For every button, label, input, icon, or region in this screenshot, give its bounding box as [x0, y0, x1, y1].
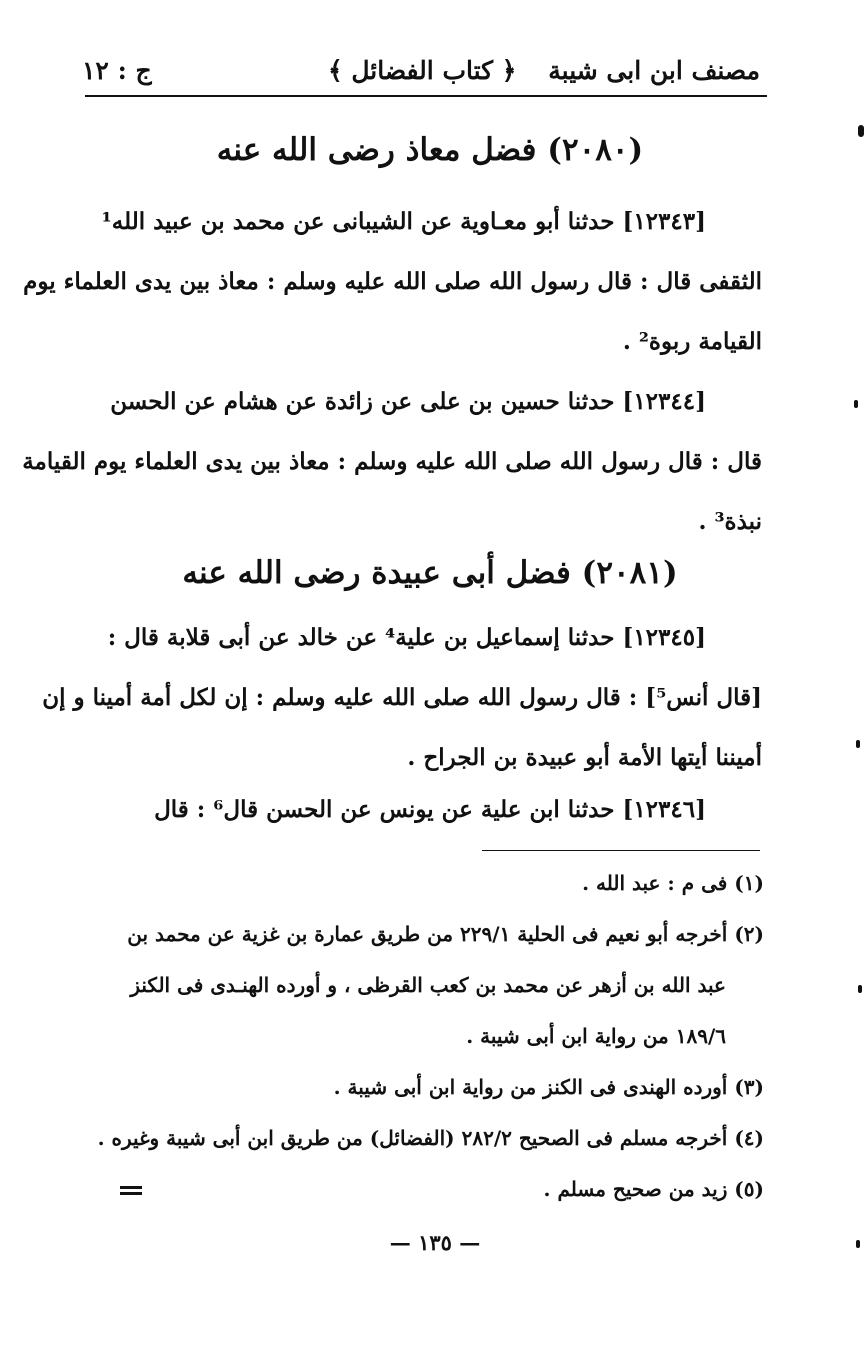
- scan-speck: [856, 1240, 860, 1248]
- section-title: ﴿ كتاب الفضائل ﴾: [328, 56, 517, 85]
- book-title: مصنف ابن ابى شيبة: [548, 56, 760, 85]
- equals-mark: [120, 1186, 142, 1189]
- text-line: [١٢٣٤٥] حدثنا إسماعيل بن علية⁴ عن خالد عن أبى قلابة قال :: [107, 624, 706, 651]
- text-line: [قال أنس⁵] : قال رسول الله صلى الله عليه وسلم : إن لكل أمة أمينا و إن: [42, 684, 762, 711]
- scan-speck: [856, 740, 860, 748]
- scan-speck: [854, 400, 858, 408]
- section-heading-2080: (٢٠٨٠) فضل معاذ رضى الله عنه: [216, 132, 644, 168]
- footnote-5: (٥) زيد من صحيح مسلم .: [543, 1177, 764, 1201]
- footnote-2: (٢) أخرجه أبو نعيم فى الحلية ٢٢٩/١ من طريق عمارة بن غزية عن محمد بن: [127, 922, 764, 946]
- text-line: [١٢٣٤٣] حدثنا أبو معـاوية عن الشيبانى عن محمد بن عبيد الله¹: [101, 208, 706, 235]
- footnotes: [97, 858, 764, 1215]
- footnote-3: (٣) أورده الهندى فى الكنز من رواية ابن أبى شيبة .: [333, 1075, 764, 1099]
- text-line: [١٢٣٤٦] حدثنا ابن علية عن يونس عن الحسن قال⁶ : قال: [154, 796, 706, 823]
- footnote-rule: [482, 850, 760, 851]
- text-line: أميننا أيتها الأمة أبو عبيدة بن الجراح .: [407, 744, 762, 771]
- hadith-12343: [23, 192, 762, 372]
- header-rule: [85, 95, 767, 97]
- text-line: قال : قال رسول الله صلى الله عليه وسلم : معاذ بين يدى العلماء يوم القيامة: [22, 448, 762, 475]
- footnote-2-continued: ١٨٩/٦ من رواية ابن أبى شيبة .: [466, 1024, 726, 1048]
- hadith-12344: [22, 372, 762, 552]
- section-heading-2081: (٢٠٨١) فضل أبى عبيدة رضى الله عنه: [182, 555, 678, 591]
- scan-speck: [858, 125, 864, 137]
- text-line: نبذة³ .: [698, 508, 762, 535]
- footnote-1: (١) فى م : عبد الله .: [582, 871, 764, 895]
- text-line: [١٢٣٤٤] حدثنا حسين بن على عن زائدة عن هشام عن الحسن: [110, 388, 706, 415]
- hadith-12345: [42, 608, 762, 788]
- running-header: [78, 52, 768, 92]
- text-line: الثقفى قال : قال رسول الله صلى الله عليه وسلم : معاذ بين يدى العلماء يوم: [23, 268, 762, 295]
- volume-number: ج : ١٢: [82, 56, 152, 85]
- footnote-4: (٤) أخرجه مسلم فى الصحيح ٢٨٢/٢ (الفضائل) من طريق ابن أبى شيبة وغيره .: [97, 1126, 764, 1150]
- footnote-2-continued: عبد الله بن أزهر عن محمد بن كعب القرظى ، و أورده الهنـدى فى الكنز: [130, 973, 726, 997]
- equals-mark: [120, 1192, 142, 1195]
- scan-speck: [858, 985, 862, 993]
- hadith-12346: [100, 780, 762, 840]
- page-number: — ١٣٥ —: [389, 1230, 481, 1255]
- text-line: القيامة ربوة² .: [622, 328, 762, 355]
